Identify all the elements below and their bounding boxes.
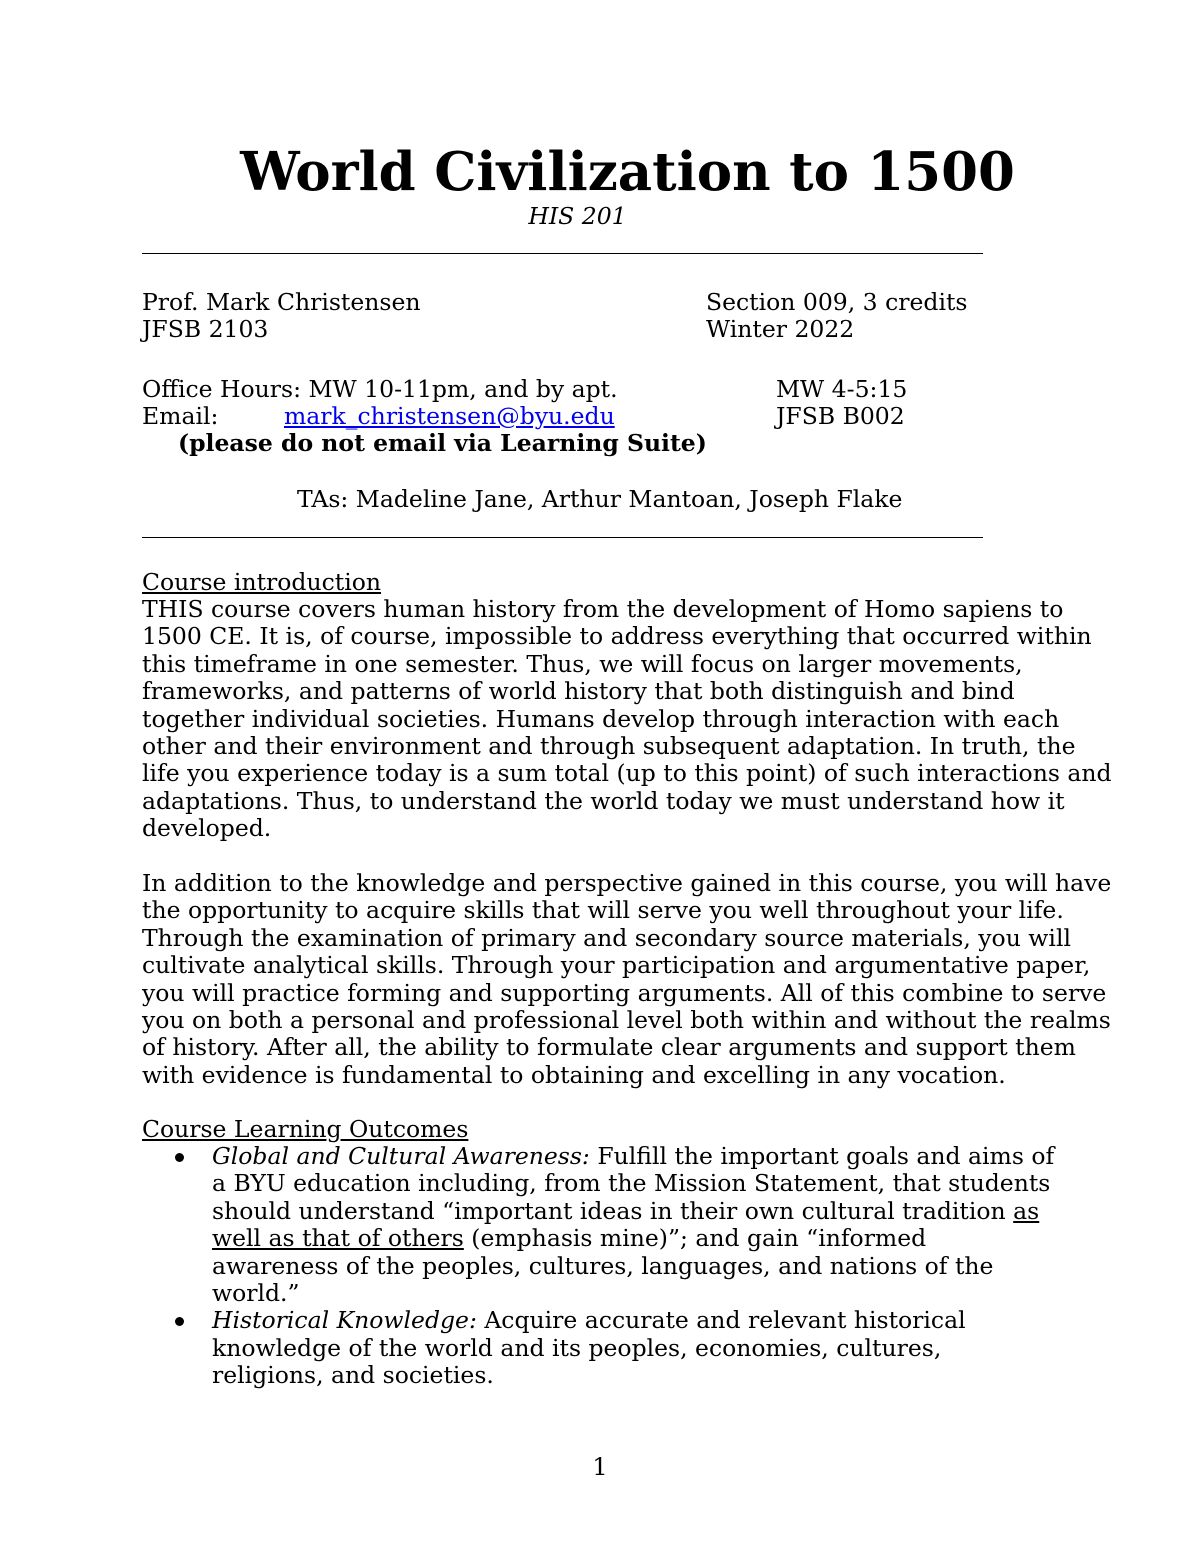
text-span: Acquire accurate and relevant historical bbox=[476, 1306, 966, 1335]
text-line: religions, and societies. bbox=[212, 1361, 494, 1390]
text-line: frameworks, and patterns of world history that both distinguish and bind bbox=[142, 677, 1015, 706]
text-line: cultivate analytical skills. Through your participation and argumentative paper, bbox=[142, 951, 1091, 980]
text-line: life you experience today is a sum total (up to this point) of such interactions and bbox=[142, 759, 1112, 788]
meeting-time: MW 4-5:15 bbox=[776, 375, 908, 403]
text-line: the opportunity to acquire skills that will serve you well throughout your life. bbox=[142, 896, 1064, 925]
text-line: you on both a personal and professional level both within and without the realms bbox=[142, 1006, 1111, 1035]
term-info: Winter 2022 bbox=[706, 315, 855, 343]
text-line: THIS course covers human history from the development of Homo sapiens to bbox=[142, 595, 1064, 623]
text-line: with evidence is fundamental to obtaining and excelling in any vocation. bbox=[142, 1060, 1006, 1089]
bullet-icon bbox=[175, 1317, 184, 1326]
intro-paragraph-2 bbox=[142, 870, 1132, 1089]
course-code: HIS 201 bbox=[528, 202, 627, 230]
text-span: Fulfill the important goals and aims of bbox=[589, 1142, 1055, 1170]
text-line: a BYU education including, from the Mission Statement, that students bbox=[212, 1169, 1051, 1198]
section-info: Section 009, 3 credits bbox=[706, 288, 968, 316]
text-line: of history. After all, the ability to formulate clear arguments and support them bbox=[142, 1033, 1076, 1062]
text-line: awareness of the peoples, cultures, languages, and nations of the bbox=[212, 1251, 994, 1280]
text-line: together individual societies. Humans develop through interaction with each bbox=[142, 704, 1060, 733]
email-note: (please do not email via Learning Suite) bbox=[178, 429, 707, 457]
meeting-room: JFSB B002 bbox=[776, 402, 905, 430]
list-item bbox=[142, 1307, 1132, 1389]
text-line: this timeframe in one semester. Thus, we will focus on larger movements, bbox=[142, 649, 1023, 678]
bottom-divider bbox=[142, 537, 983, 538]
text-line: Through the examination of primary and secondary source materials, you will bbox=[142, 923, 1071, 952]
emphasis-text: well as that of others bbox=[212, 1224, 464, 1253]
professor-name: Prof. Mark Christensen bbox=[142, 288, 421, 316]
text-span: should understand “important ideas in their own cultural tradition bbox=[212, 1196, 1014, 1225]
text-line: knowledge of the world and its peoples, economies, cultures, bbox=[212, 1333, 942, 1362]
email-link[interactable]: mark_christensen@byu.edu bbox=[284, 402, 615, 430]
office-location: JFSB 2103 bbox=[142, 315, 269, 343]
top-divider bbox=[142, 253, 983, 254]
text-line: adaptations. Thus, to understand the world today we must understand how it bbox=[142, 786, 1065, 815]
office-hours: Office Hours: MW 10-11pm, and by apt. bbox=[142, 375, 618, 403]
outcomes-heading: Course Learning Outcomes bbox=[142, 1115, 469, 1143]
emphasis-text: as bbox=[1013, 1196, 1040, 1225]
intro-heading: Course introduction bbox=[142, 568, 381, 596]
text-span: (emphasis mine)”; and gain “informed bbox=[463, 1224, 927, 1253]
bullet-icon bbox=[175, 1153, 184, 1162]
outcomes-list bbox=[142, 1143, 1132, 1390]
text-line: developed. bbox=[142, 814, 272, 843]
text-line: 1500 CE. It is, of course, impossible to address everything that occurred within bbox=[142, 622, 1092, 651]
teaching-assistants: TAs: Madeline Jane, Arthur Mantoan, Joseph Flake bbox=[297, 485, 903, 513]
list-item bbox=[142, 1143, 1132, 1307]
text-line: other and their environment and through subsequent adaptation. In truth, the bbox=[142, 732, 1076, 761]
outcome-term: Historical Knowledge: bbox=[212, 1306, 477, 1335]
text-line: you will practice forming and supporting arguments. All of this combine to serve bbox=[142, 978, 1107, 1007]
outcome-term: Global and Cultural Awareness: bbox=[212, 1142, 590, 1170]
text-line: In addition to the knowledge and perspective gained in this course, you will have bbox=[142, 869, 1112, 897]
page-title: World Civilization to 1500 bbox=[240, 141, 1015, 203]
page-number: 1 bbox=[592, 1453, 608, 1481]
intro-paragraph-1 bbox=[142, 596, 1132, 843]
text-line: world.” bbox=[212, 1279, 300, 1308]
email-label: Email: bbox=[142, 402, 219, 430]
